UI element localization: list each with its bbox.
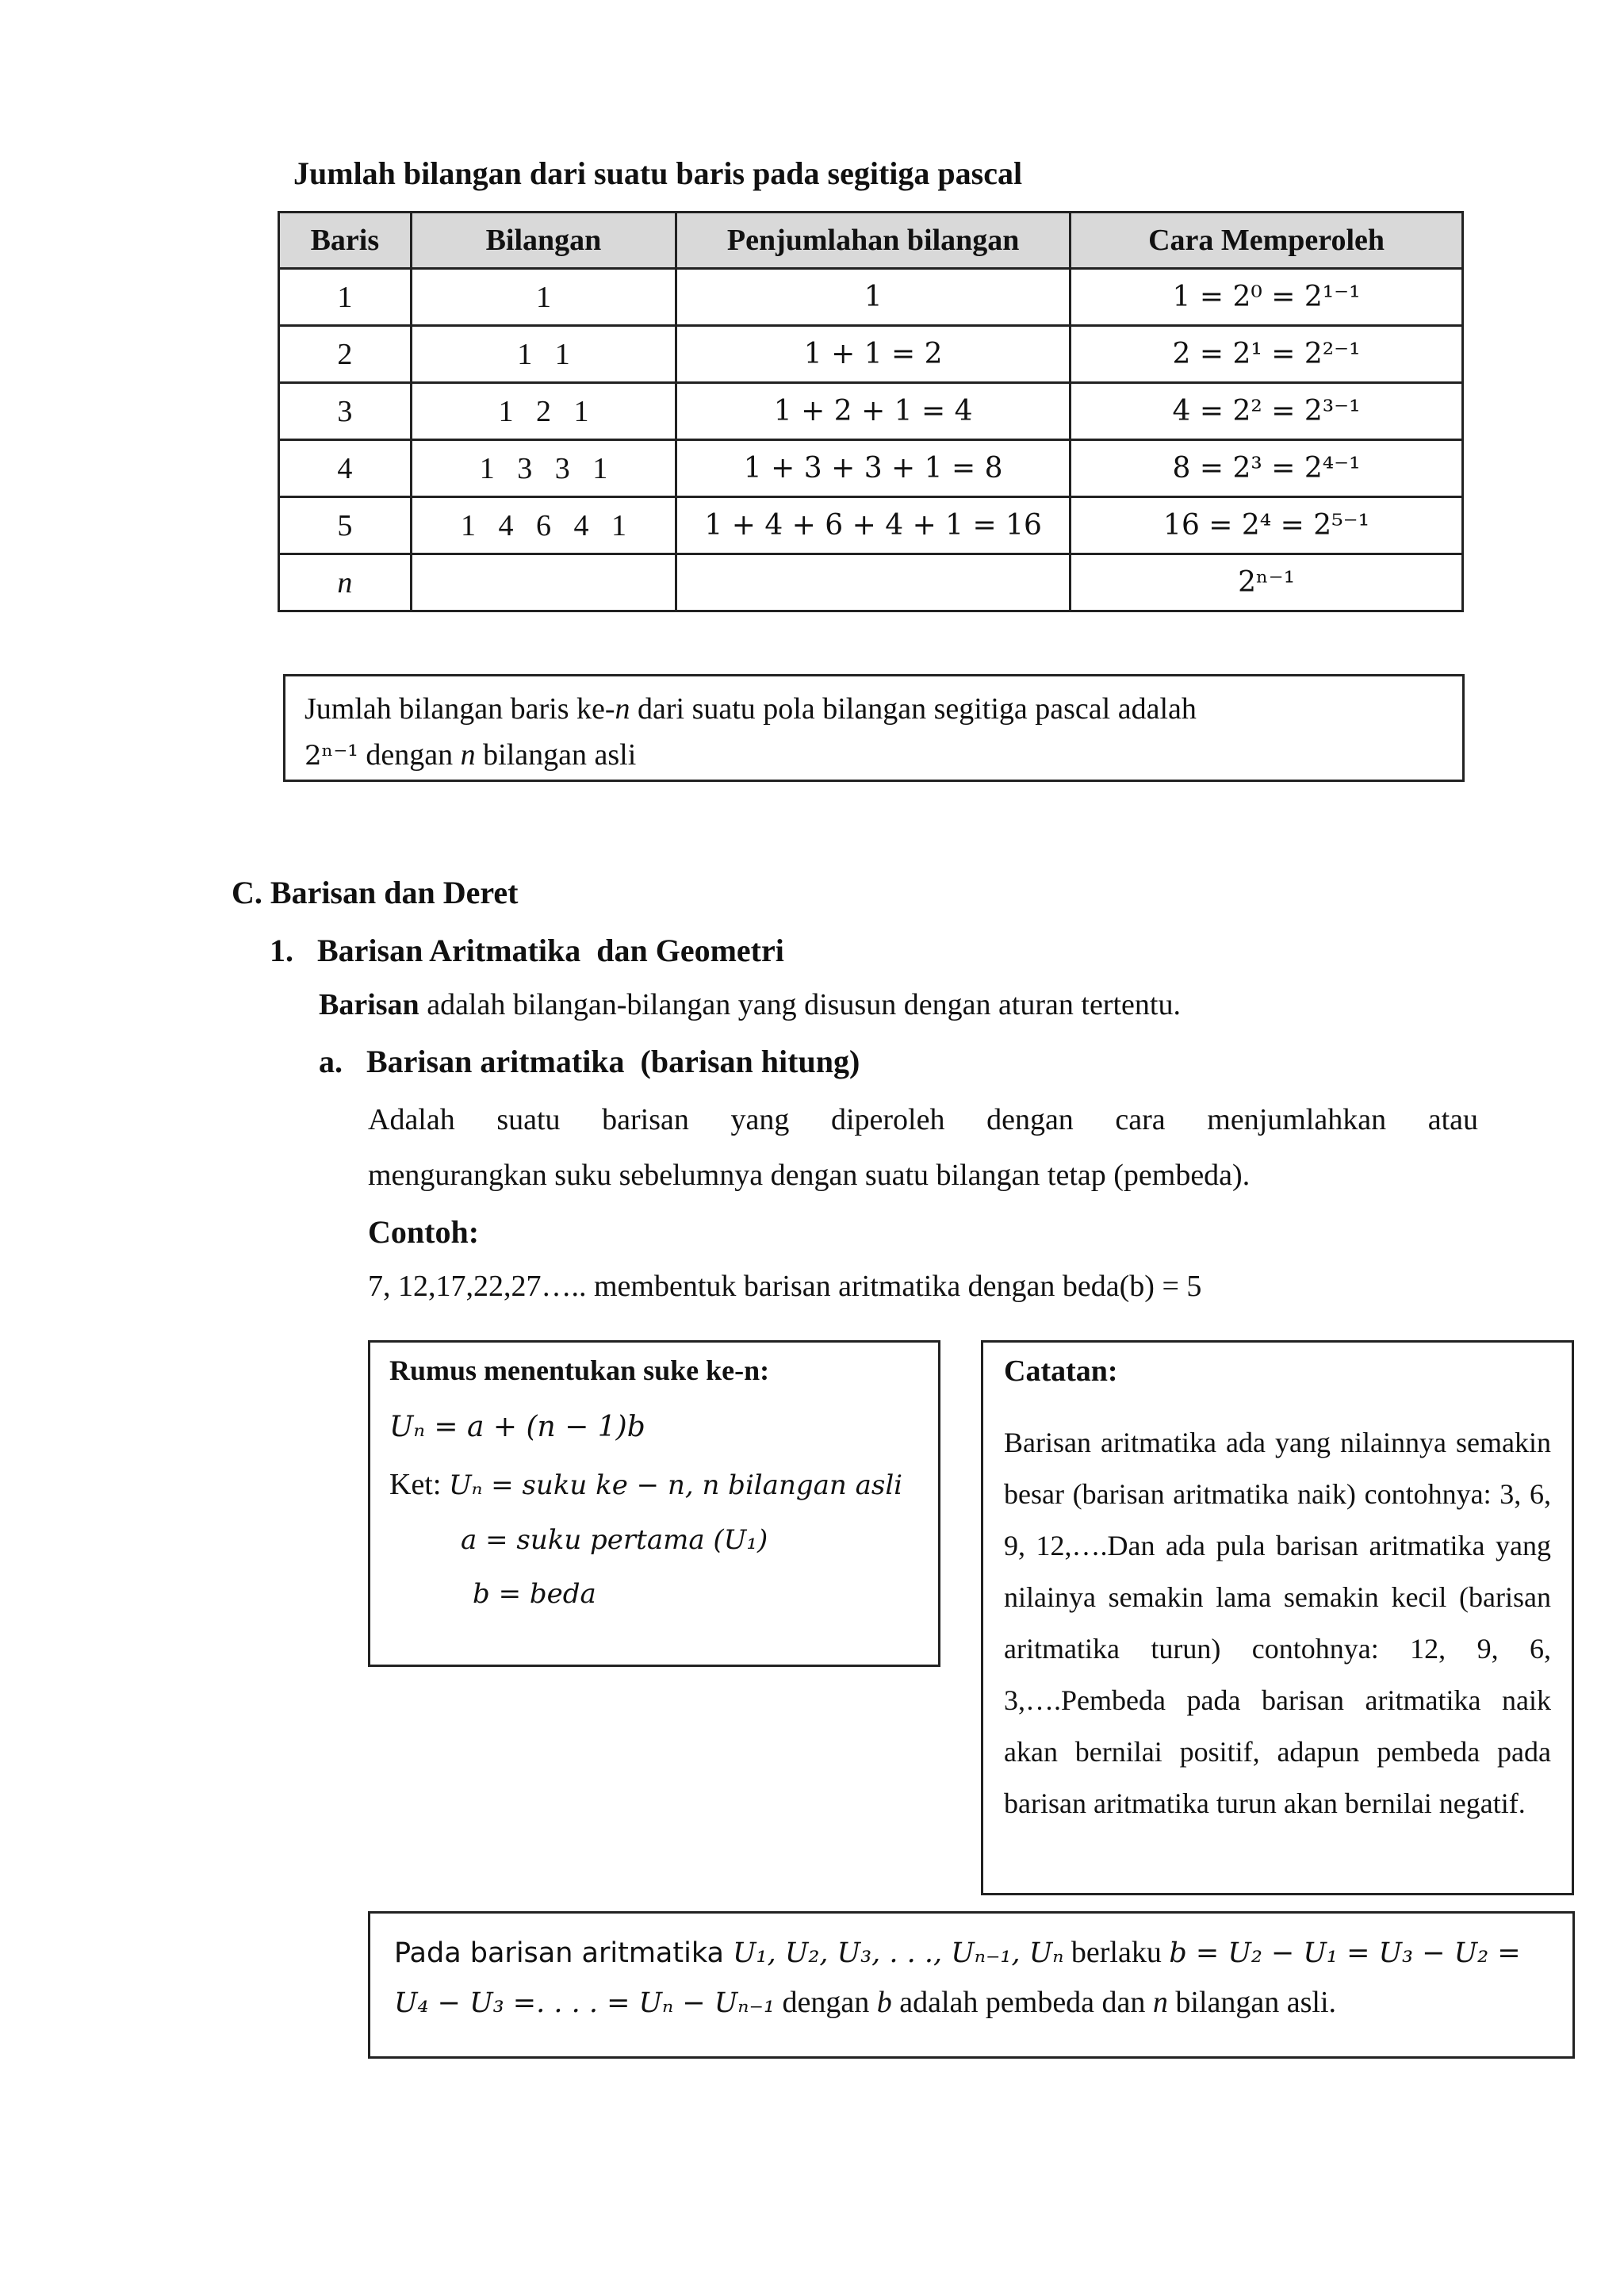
sum-rule-line2 [304,732,1443,779]
formula-un: Uₙ = a + (n − 1)b [389,1411,645,1443]
cell-cara: 16 = 2⁴ = 2⁵⁻¹ [1071,497,1463,554]
note-body: Barisan aritmatika ada yang nilainnya semakin besar (barisan aritmatika naik) contohnya: 3, 6, 9, 12,….Dan ada pula barisan aritmatika yang nilainya semakin lama semakin kecil (barisan aritmatika turun) contohnya: 12, 9, 6, 3,….Pembeda pada barisan aritmatika naik akan bernilai positif, adapun pembeda pada barisan aritmatika turun akan bernilai negatif. [1004,1427,1551,1819]
cell-bilangan [411,554,676,611]
cell-bilangan: 1 1 [411,326,676,383]
ket-a: a = suku pertama (U₁) [461,1524,768,1556]
note-title: Catatan: [1004,1354,1118,1388]
cell-baris: n [279,554,412,611]
header-cara: Cara Memperoleh [1071,213,1463,269]
math-sequence: U₁, U₂, U₃, . . ., Uₙ₋₁, Uₙ [733,1937,1064,1969]
cell-cara: 4 = 2² = 2³⁻¹ [1071,383,1463,440]
var-n: n [615,692,630,726]
cell-sum: 1 [676,269,1071,326]
cell-baris: 4 [279,440,412,497]
cell-bilangan: 1 3 3 1 [411,440,676,497]
text-run: Pada barisan aritmatika [394,1937,733,1969]
cell-sum: 1 + 3 + 3 + 1 = 8 [676,440,1071,497]
cell-bilangan: 1 [411,269,676,326]
subsubsection-heading: a. Barisan aritmatika (barisan hitung) [319,1044,860,1079]
paragraph-line: Adalah suatu barisan yang diperoleh dengan cara menjumlahkan atau [368,1103,1478,1136]
text-run: bilangan asli. [1167,1986,1337,2019]
pascal-table [278,211,1464,612]
cell-cara: 2ⁿ⁻¹ [1071,554,1463,611]
cell-sum [676,554,1071,611]
table-row [279,497,1463,554]
text-run: bilangan asli [475,738,637,772]
cell-baris: 1 [279,269,412,326]
header-penjumlahan: Penjumlahan bilangan [676,213,1071,269]
cell-baris: 2 [279,326,412,383]
var-b: b [876,1986,892,2019]
sum-rule-box [283,674,1465,782]
cell-cara: 2 = 2¹ = 2²⁻¹ [1071,326,1463,383]
cell-baris: 3 [279,383,412,440]
term-bold: Barisan [319,988,419,1021]
formula-box-title: Rumus menentukan suke ke-n: [389,1354,770,1386]
ket-un: Uₙ = suku ke − n, n bilangan asli [448,1469,903,1501]
rule-line1 [394,1928,1549,1978]
text-run: adalah bilangan-bilangan yang disusun dengan aturan tertentu. [419,988,1181,1021]
table-row [279,326,1463,383]
subsection-heading: 1. Barisan Aritmatika dan Geometri [270,933,784,968]
table-row [279,383,1463,440]
cell-bilangan: 1 2 1 [411,383,676,440]
cell-sum: 1 + 4 + 6 + 4 + 1 = 16 [676,497,1071,554]
text-run: adalah pembeda dan [891,1986,1153,2019]
math-equation: U₄ − U₃ =. . . . = Uₙ − Uₙ₋₁ [394,1987,775,2019]
rule-box [368,1911,1575,2059]
ket-line [389,1467,919,1502]
text-run: dengan [358,738,461,772]
sum-rule-line1 [304,686,1443,732]
cell-sum: 1 + 2 + 1 = 4 [676,383,1071,440]
ket-b: b = beda [473,1578,596,1610]
var-n: n [1152,1986,1168,2019]
contoh-label: Contoh: [368,1214,480,1250]
text-run: dari suatu pola bilangan segitiga pascal adalah [630,692,1197,726]
paragraph-line: mengurangkan suku sebelumnya dengan suatu bilangan tetap (pembeda). [368,1159,1251,1192]
rule-line2 [394,1978,1549,2028]
math-expression: 2ⁿ⁻¹ [304,740,358,772]
header-bilangan: Bilangan [411,213,676,269]
cell-cara: 1 = 2⁰ = 2¹⁻¹ [1071,269,1463,326]
cell-bilangan: 1 4 6 4 1 [411,497,676,554]
text-run: berlaku [1063,1936,1170,1969]
table-title: Jumlah bilangan dari suatu baris pada segitiga pascal [293,155,1023,191]
table-row [279,440,1463,497]
math-equation: b = U₂ − U₁ = U₃ − U₂ = [1169,1937,1521,1969]
note-box [981,1340,1574,1895]
cell-sum: 1 + 1 = 2 [676,326,1071,383]
table-row [279,554,1463,611]
table-header-row [279,213,1463,269]
ket-label: Ket: [389,1468,442,1501]
table-row [279,269,1463,326]
cell-cara: 8 = 2³ = 2⁴⁻¹ [1071,440,1463,497]
var-n: n [460,738,476,772]
section-heading: C. Barisan dan Deret [232,875,519,910]
text-run: Jumlah bilangan baris ke- [304,692,615,726]
cell-baris: 5 [279,497,412,554]
contoh-text: 7, 12,17,22,27….. membentuk barisan aritmatika dengan beda(b) = 5 [368,1270,1202,1303]
formula-box [368,1340,940,1667]
barisan-definition [319,987,1181,1022]
text-run: dengan [775,1986,877,2019]
header-baris: Baris [279,213,412,269]
